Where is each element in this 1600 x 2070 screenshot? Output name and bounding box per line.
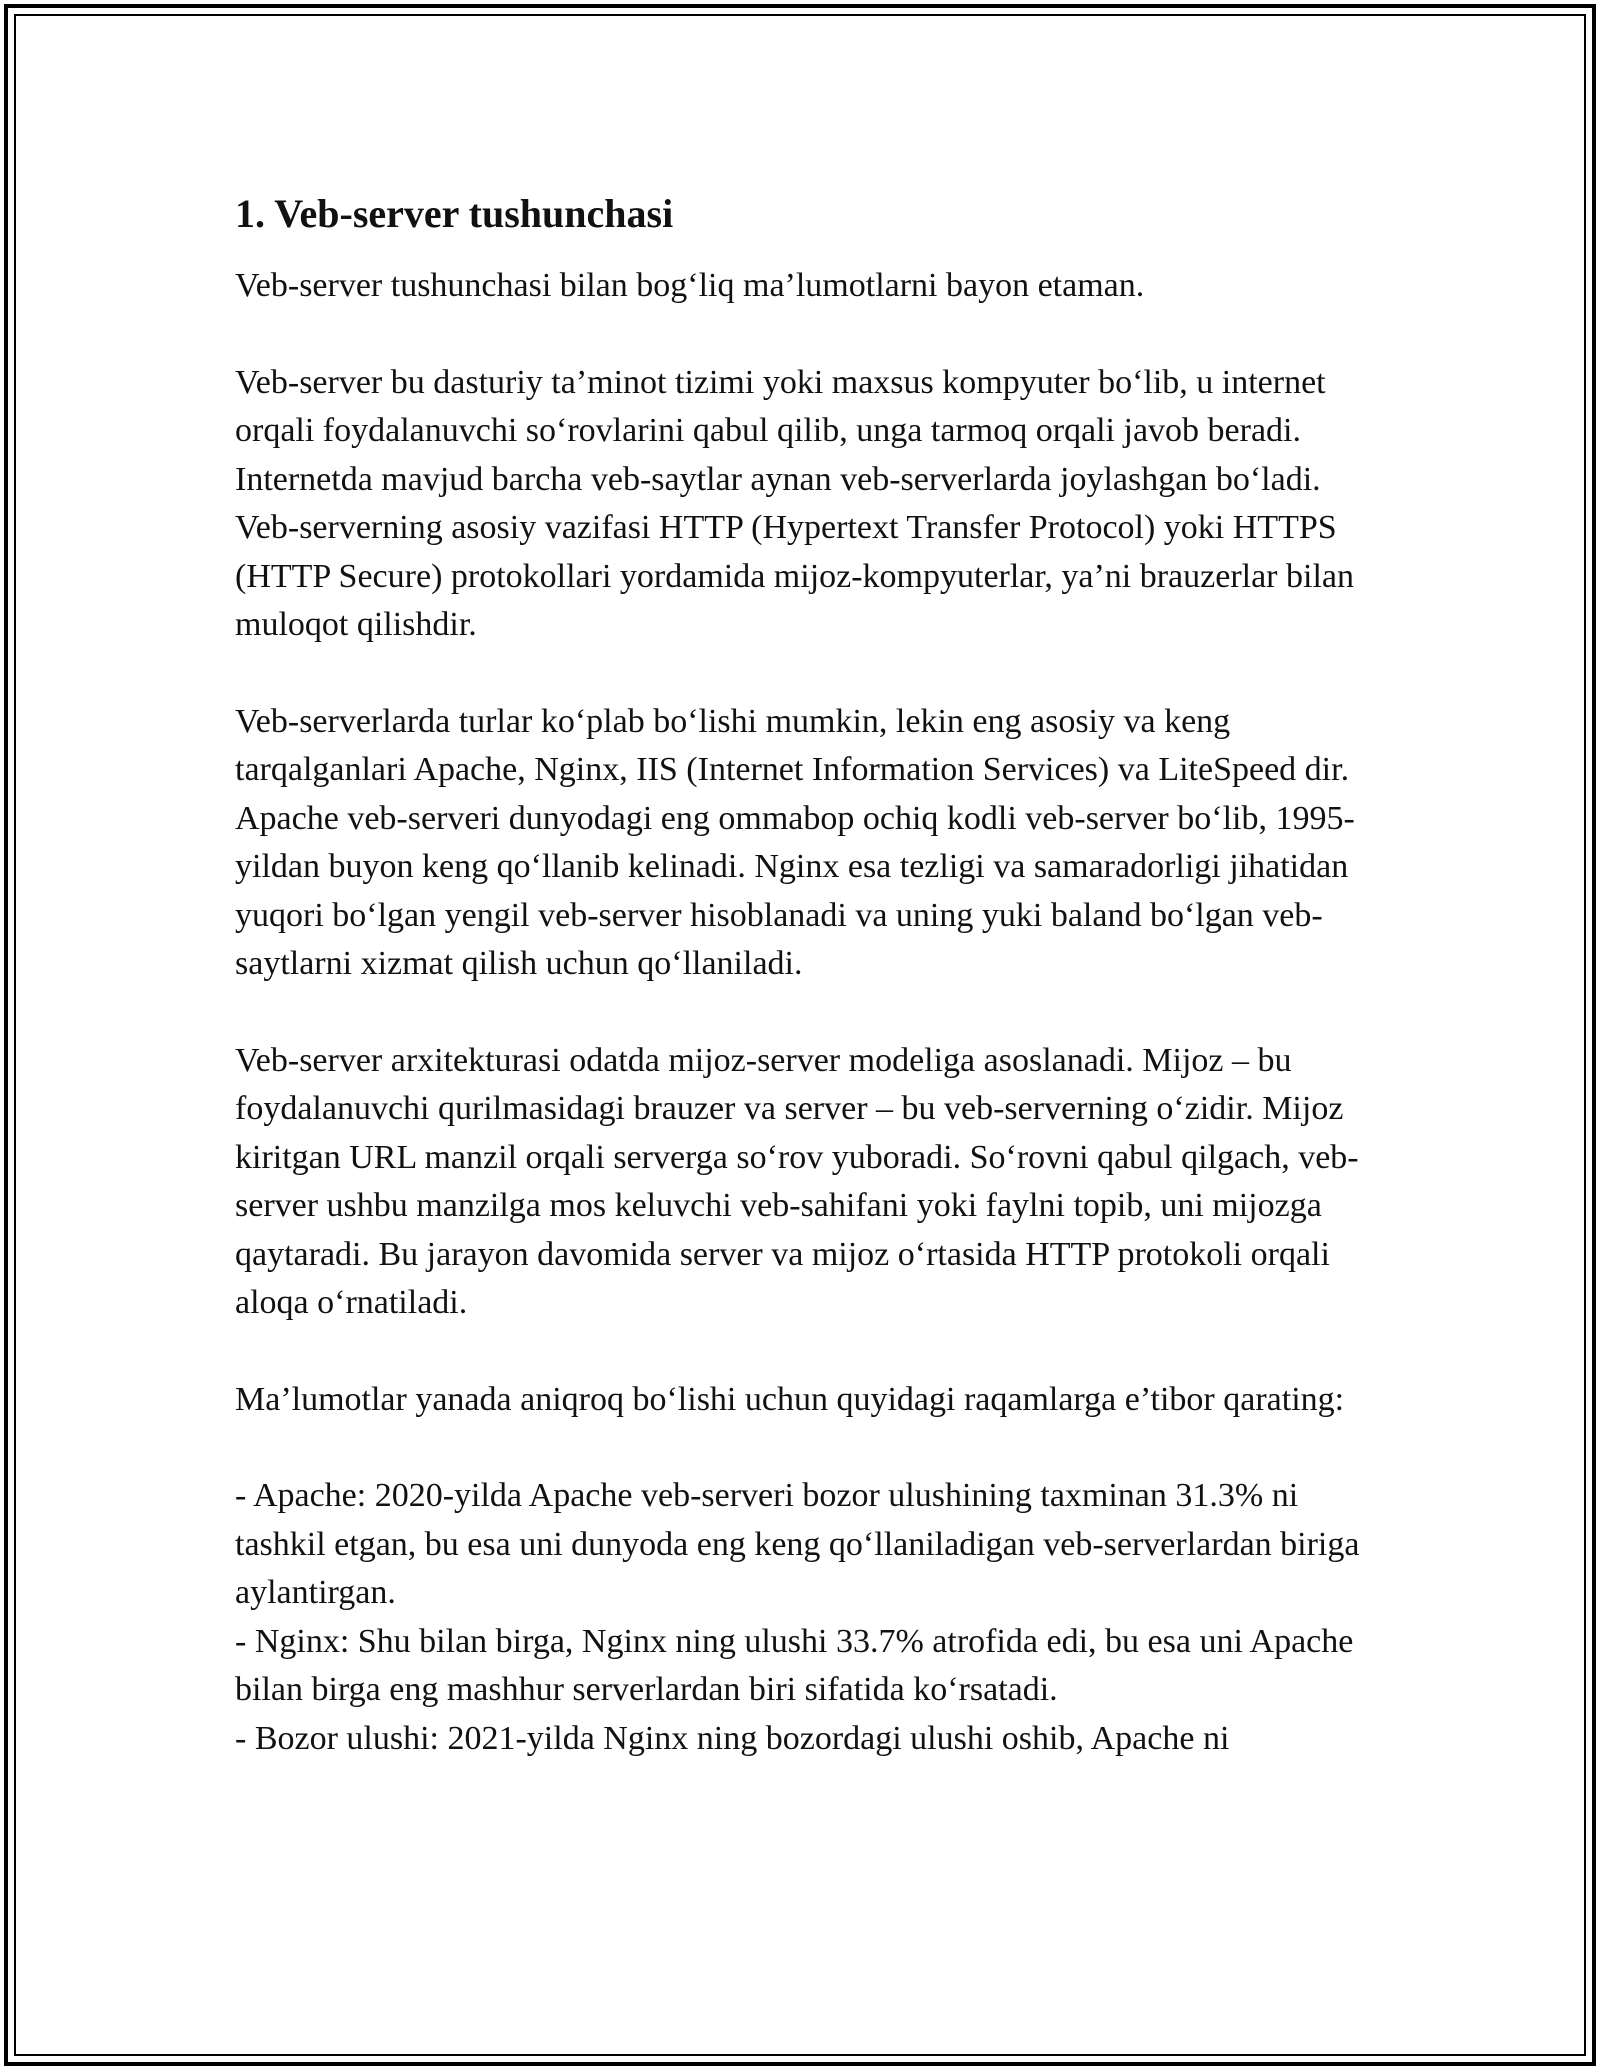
- list-item: - Bozor ulushi: 2021-yilda Nginx ning bozordagi ulushi oshib, Apache ni: [235, 1719, 1230, 1757]
- list-item: - Nginx: Shu bilan birga, Nginx ning ulushi 33.7% atrofida edi, bu esa uni Apache bilan birga eng mashhur serverlardan biri sifatida ko‘rsatadi.: [235, 1622, 1354, 1708]
- intro-paragraph: Veb-server tushunchasi bilan bog‘liq ma’lumotlarni bayon etaman.: [235, 267, 1145, 304]
- section-heading: 1. Veb-server tushunchasi: [235, 191, 674, 236]
- definition-paragraph: Veb-server bu dasturiy ta’minot tizimi yoki maxsus kompyuter bo‘lib, u internet orqali foydalanuvchi so‘rovlarini qabul qilib, unga tarmoq orqali javob beradi. Internetda mavjud barcha veb-saytlar aynan veb-serverlarda joylashgan bo‘ladi. Veb-serverning asosiy vazifasi HTTP (Hypertext Transfer Protocol) yoki HTTPS (HTTP Secure) protokollari yordamida mijoz-kompyuterlar, ya’ni brauzerlar bilan muloqot qilishdir.: [235, 363, 1354, 643]
- document-body: [235, 188, 1365, 1763]
- server-types-paragraph: Veb-serverlarda turlar ko‘plab bo‘lishi mumkin, lekin eng asosiy va keng tarqalganlari Apache, Nginx, IIS (Internet Information Services) va LiteSpeed dir. Apache veb-serveri dunyodagi eng ommabop ochiq kodli veb-server bo‘lib, 1995-yildan buyon keng qo‘llanib kelinadi. Nginx esa tezligi va samaradorligi jihatidan yuqori bo‘lgan yengil veb-server hisoblanadi va uning yuki baland bo‘lgan veb-saytlarni xizmat qilish uchun qo‘llaniladi.: [235, 702, 1355, 982]
- statistics-list: [235, 1472, 1365, 1763]
- architecture-paragraph: Veb-server arxitekturasi odatda mijoz-server modeliga asoslanadi. Mijoz – bu foydalanuvchi qurilmasidagi brauzer va server – bu veb-serverning o‘zidir. Mijoz kiritgan URL manzil orqali serverga so‘rov yuboradi. So‘rovni qabul qilgach, veb-server ushbu manzilga mos keluvchi veb-sahifani yoki faylni topib, uni mijozga qaytaradi. Bu jarayon davomida server va mijoz o‘rtasida HTTP protokoli orqali aloqa o‘rnatiladi.: [235, 1041, 1359, 1321]
- statistics-intro-paragraph: Ma’lumotlar yanada aniqroq bo‘lishi uchun quyidagi raqamlarga e’tibor qarating:: [235, 1380, 1345, 1418]
- list-item: - Apache: 2020-yilda Apache veb-serveri bozor ulushining taxminan 31.3% ni tashkil etgan, bu esa uni dunyoda eng keng qo‘llaniladigan veb-serverlardan biriga aylantirgan.: [235, 1477, 1360, 1611]
